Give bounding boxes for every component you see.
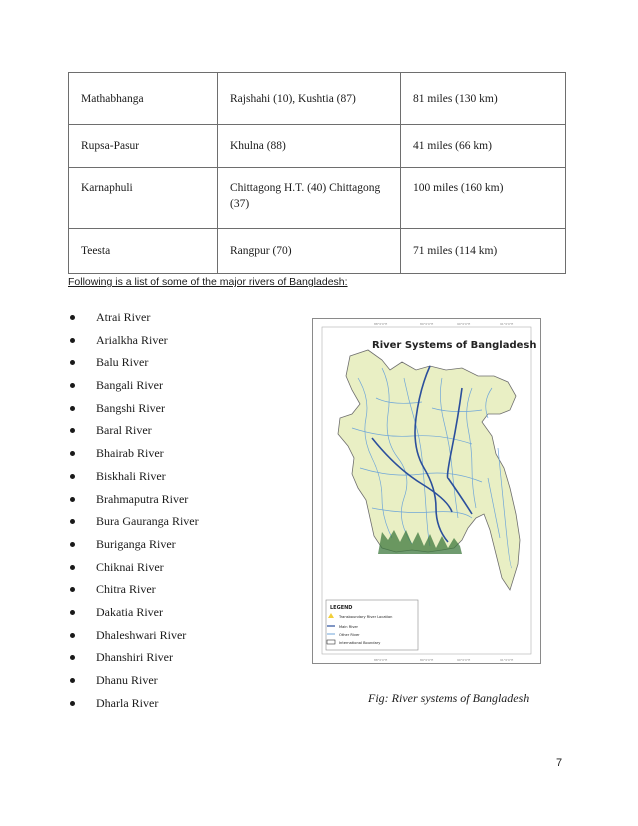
legend-box xyxy=(326,600,418,650)
list-item xyxy=(68,397,199,420)
river-name: Brahmaputra River xyxy=(96,491,189,506)
bullet-icon xyxy=(70,428,75,433)
table-row xyxy=(69,168,566,229)
river-systems-map xyxy=(312,318,541,664)
list-item xyxy=(68,669,199,692)
page-number: 7 xyxy=(556,757,563,769)
districts-cell: Khulna (88) xyxy=(218,125,401,168)
river-name: Bangali River xyxy=(96,378,163,393)
svg-text:90°0'0"E: 90°0'0"E xyxy=(457,322,471,326)
bullet-icon xyxy=(70,383,75,388)
svg-text:89°0'0"E: 89°0'0"E xyxy=(420,322,434,326)
list-item xyxy=(68,692,199,715)
legend-item: Other River xyxy=(339,633,360,637)
legend-title: LEGEND xyxy=(330,605,353,611)
bullet-icon xyxy=(70,610,75,615)
rivers-table xyxy=(68,72,566,274)
river-name: Dhanshiri River xyxy=(96,650,173,665)
bullet-icon xyxy=(70,678,75,683)
bullet-icon xyxy=(70,701,75,706)
bullet-icon xyxy=(70,497,75,502)
bullet-icon xyxy=(70,565,75,570)
list-item xyxy=(68,601,199,624)
river-name: Dharla River xyxy=(96,695,159,710)
river-name: Arialkha River xyxy=(96,332,168,347)
figure-caption: Fig: River systems of Bangladesh xyxy=(368,691,530,705)
river-name: Bangshi River xyxy=(96,400,165,415)
svg-text:90°0'0"E: 90°0'0"E xyxy=(457,658,471,662)
districts-cell: Rangpur (70) xyxy=(218,229,401,274)
svg-text:88°0'0"E: 88°0'0"E xyxy=(374,658,388,662)
legend-item: Main River xyxy=(339,625,359,629)
length-cell: 81 miles (130 km) xyxy=(401,73,566,125)
list-item xyxy=(68,578,199,601)
river-name: Dhaleshwari River xyxy=(96,627,187,642)
bullet-icon xyxy=(70,338,75,343)
river-name: Chiknai River xyxy=(96,559,164,574)
river-name: Biskhali River xyxy=(96,468,166,483)
list-item xyxy=(68,374,199,397)
list-item xyxy=(68,419,199,442)
list-item xyxy=(68,556,199,579)
bullet-icon xyxy=(70,451,75,456)
bullet-icon xyxy=(70,406,75,411)
districts-cell: Rajshahi (10), Kushtia (87) xyxy=(218,73,401,125)
bullet-icon xyxy=(70,542,75,547)
svg-text:89°0'0"E: 89°0'0"E xyxy=(420,658,434,662)
river-name: Bhairab River xyxy=(96,446,164,461)
river-name-cell: Teesta xyxy=(69,229,218,274)
table-row xyxy=(69,73,566,125)
table-row xyxy=(69,125,566,168)
river-name-cell: Mathabhanga xyxy=(69,73,218,125)
svg-text:88°0'0"E: 88°0'0"E xyxy=(374,322,388,326)
list-intro: Following is a list of some of the major rivers of Bangladesh: xyxy=(68,276,348,288)
legend-item: International Boundary xyxy=(339,641,381,645)
list-item xyxy=(68,442,199,465)
river-name: Dhanu River xyxy=(96,673,158,687)
length-cell: 71 miles (114 km) xyxy=(401,229,566,274)
river-name: Chitra River xyxy=(96,582,156,597)
list-item xyxy=(68,488,199,511)
bullet-icon xyxy=(70,474,75,479)
river-name: Balu River xyxy=(96,355,149,370)
list-item xyxy=(68,306,199,329)
list-item xyxy=(68,646,199,669)
list-item xyxy=(68,329,199,352)
map-title: River Systems of Bangladesh xyxy=(372,340,537,351)
table-row xyxy=(69,229,566,274)
river-name: Bura Gauranga River xyxy=(96,514,199,529)
river-name: Dakatia River xyxy=(96,604,163,619)
list-item xyxy=(68,533,199,556)
svg-text:91°0'0"E: 91°0'0"E xyxy=(500,322,514,326)
length-cell: 100 miles (160 km) xyxy=(401,168,566,229)
river-name: Baral River xyxy=(96,423,152,438)
bullet-icon xyxy=(70,519,75,524)
bullet-icon xyxy=(70,315,75,320)
list-item xyxy=(68,465,199,488)
rivers-list xyxy=(68,306,199,714)
list-item xyxy=(68,351,199,374)
river-name-cell: Karnaphuli xyxy=(69,168,218,229)
bullet-icon xyxy=(70,633,75,638)
list-item xyxy=(68,624,199,647)
bullet-icon xyxy=(70,587,75,592)
districts-cell: Chittagong H.T. (40) Chittagong (37) xyxy=(218,168,401,229)
list-item xyxy=(68,510,199,533)
length-cell: 41 miles (66 km) xyxy=(401,125,566,168)
river-name: Buriganga River xyxy=(96,536,176,551)
river-name: Atrai River xyxy=(96,310,151,324)
bullet-icon xyxy=(70,360,75,365)
bullet-icon xyxy=(70,655,75,660)
legend-item: Transboundary River Location xyxy=(339,615,393,619)
river-name-cell: Rupsa-Pasur xyxy=(69,125,218,168)
svg-text:91°0'0"E: 91°0'0"E xyxy=(500,658,514,662)
